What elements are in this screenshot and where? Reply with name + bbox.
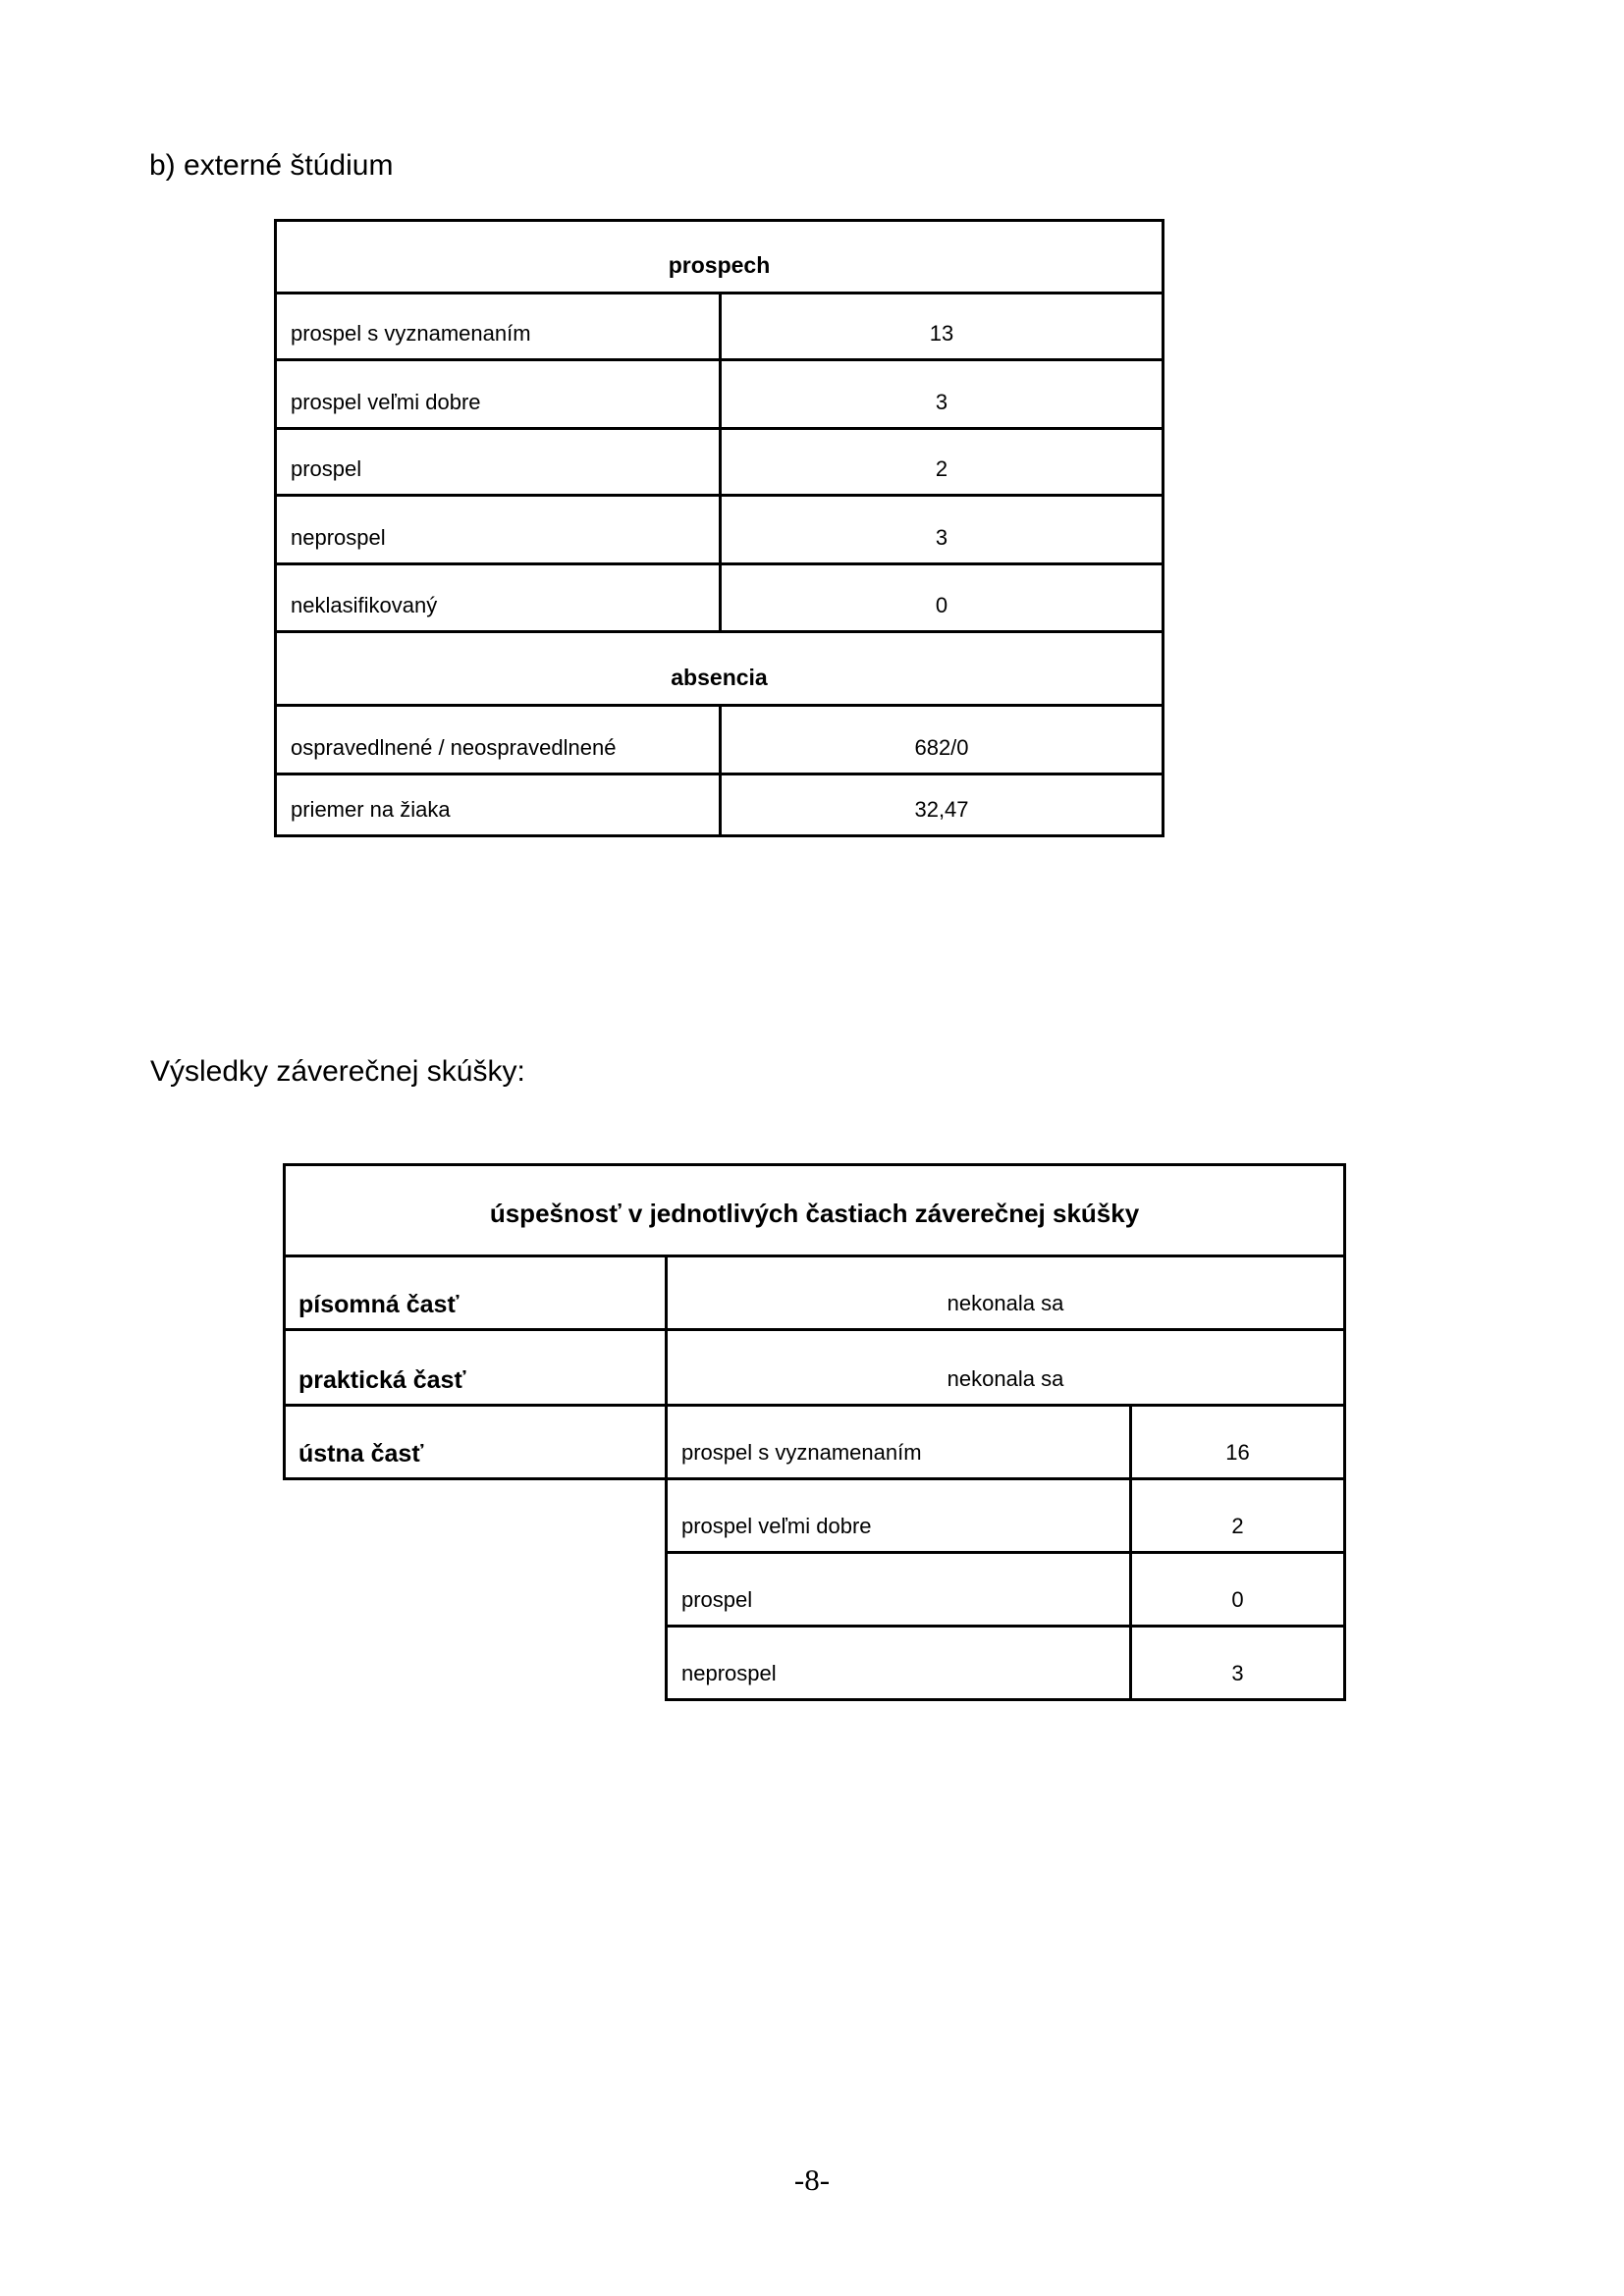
row-value: 2 [721,429,1164,496]
row-label: prospel [667,1553,1131,1627]
empty-cell [285,1627,667,1700]
table-row [276,564,1164,632]
row-label: neklasifikovaný [276,564,721,632]
table-row [285,1553,1345,1627]
row-label: priemer na žiaka [276,774,721,836]
table-row [276,429,1164,496]
external-study-heading: b) externé štúdium [149,149,394,182]
practical-part-result: nekonala sa [667,1330,1345,1406]
written-part-result: nekonala sa [667,1256,1345,1330]
table-row [285,1479,1345,1553]
row-value: 0 [721,564,1164,632]
row-value: 2 [1131,1479,1345,1553]
oral-part-label: ústna časť [285,1406,667,1479]
written-part-label: písomná časť [285,1256,667,1330]
table-row [276,496,1164,564]
row-value: 3 [721,496,1164,564]
row-label: prospel [276,429,721,496]
table-row [276,294,1164,360]
empty-cell [285,1553,667,1627]
prospech-section-header: prospech [276,221,1164,294]
row-label: prospel veľmi dobre [667,1479,1131,1553]
final-exam-heading: Výsledky záverečnej skúšky: [150,1055,525,1088]
row-label: prospel veľmi dobre [276,360,721,429]
practical-part-label: praktická časť [285,1330,667,1406]
row-value: 3 [721,360,1164,429]
empty-cell [285,1479,667,1553]
row-value: 3 [1131,1627,1345,1700]
exam-table-title: úspešnosť v jednotlivých častiach záverečnej skúšky [285,1165,1345,1256]
final-exam-table-grid [283,1163,1346,1701]
absencia-section-header: absencia [276,632,1164,706]
table-row [276,632,1164,706]
row-value: 682/0 [721,706,1164,774]
table-row [285,1256,1345,1330]
prospech-table-grid [274,219,1164,837]
row-value: 13 [721,294,1164,360]
table-row [276,221,1164,294]
prospech-absencia-table [274,219,1164,837]
table-row [285,1406,1345,1479]
row-label: neprospel [667,1627,1131,1700]
table-row [276,774,1164,836]
row-value: 16 [1131,1406,1345,1479]
row-label: prospel s vyznamenaním [667,1406,1131,1479]
final-exam-table [283,1163,1346,1701]
table-row [285,1330,1345,1406]
row-label: ospravedlnené / neospravedlnené [276,706,721,774]
table-row [276,706,1164,774]
row-value: 0 [1131,1553,1345,1627]
row-value: 32,47 [721,774,1164,836]
page-number: -8- [793,2163,831,2197]
table-row [285,1627,1345,1700]
row-label: prospel s vyznamenaním [276,294,721,360]
table-row [276,360,1164,429]
row-label: neprospel [276,496,721,564]
table-row [285,1165,1345,1256]
